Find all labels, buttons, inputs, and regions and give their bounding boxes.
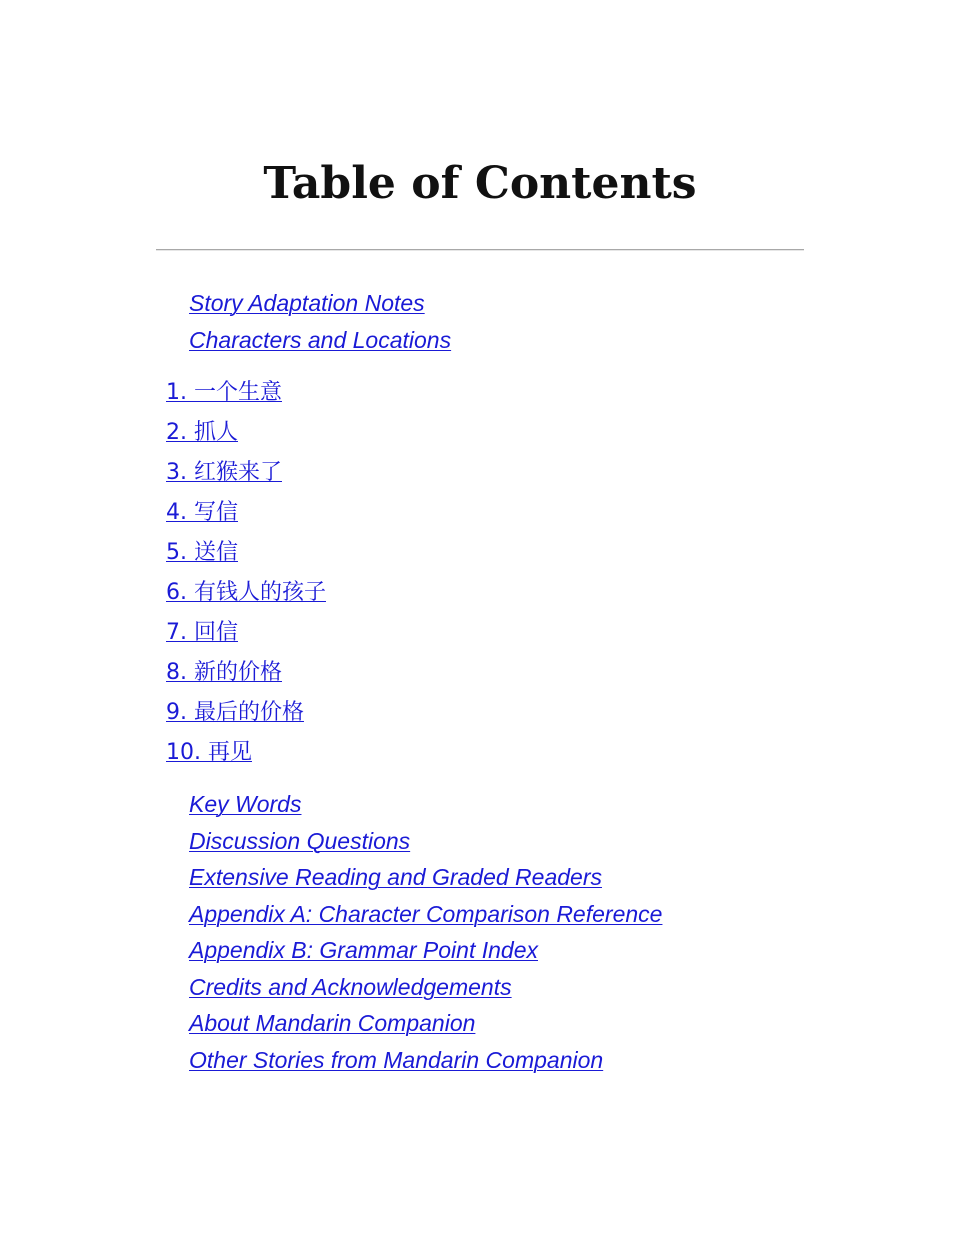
toc-item — [189, 1044, 662, 1081]
toc-link-other-stories[interactable]: Other Stories from Mandarin Companion — [189, 1046, 604, 1073]
toc-item — [189, 324, 451, 361]
toc-link-chapter-6[interactable]: 6. 有钱人的孩子 — [166, 580, 326, 605]
toc-link-chapter-7[interactable]: 7. 回信 — [166, 620, 238, 645]
toc-link-chapter-9[interactable]: 9. 最后的价格 — [166, 700, 304, 725]
toc-link-extensive-reading[interactable]: Extensive Reading and Graded Readers — [189, 864, 602, 890]
toc-link-appendix-a[interactable]: Appendix A: Character Comparison Reference — [189, 900, 663, 927]
toc-link-appendix-b[interactable]: Appendix B: Grammar Point Index — [189, 937, 538, 963]
title-divider — [156, 249, 804, 251]
toc-item — [166, 576, 326, 616]
toc-link-chapter-1[interactable]: 1. 一个生意 — [166, 380, 282, 405]
toc-item — [166, 536, 326, 576]
toc-link-chapter-5[interactable]: 5. 送信 — [166, 540, 238, 565]
toc-item — [166, 736, 326, 776]
back-matter-list — [189, 788, 662, 1080]
chapter-list — [166, 376, 326, 776]
toc-item — [189, 287, 451, 324]
toc-item — [189, 788, 662, 825]
toc-link-characters-and-locations[interactable]: Characters and Locations — [189, 326, 452, 353]
toc-item — [166, 616, 326, 656]
front-matter-list — [189, 287, 451, 360]
toc-link-discussion-questions[interactable]: Discussion Questions — [189, 827, 411, 854]
toc-link-key-words[interactable]: Key Words — [189, 791, 302, 817]
toc-link-chapter-8[interactable]: 8. 新的价格 — [166, 660, 282, 685]
toc-item — [166, 656, 326, 696]
toc-link-credits[interactable]: Credits and Acknowledgements — [189, 973, 512, 1000]
toc-link-chapter-4[interactable]: 4. 写信 — [166, 500, 238, 525]
toc-item — [166, 496, 326, 536]
toc-item — [189, 971, 662, 1008]
toc-item — [189, 898, 662, 935]
toc-item — [166, 416, 326, 456]
toc-link-chapter-2[interactable]: 2. 抓人 — [166, 420, 238, 445]
toc-link-chapter-3[interactable]: 3. 红猴来了 — [166, 460, 282, 485]
toc-item — [166, 456, 326, 496]
toc-item — [166, 376, 326, 416]
toc-item — [189, 861, 662, 898]
toc-item — [189, 825, 662, 862]
toc-link-about-mandarin-companion[interactable]: About Mandarin Companion — [189, 1010, 476, 1036]
toc-item — [166, 696, 326, 736]
toc-link-chapter-10[interactable]: 10. 再见 — [166, 740, 252, 765]
toc-link-story-adaptation-notes[interactable]: Story Adaptation Notes — [189, 290, 425, 316]
page-title: Table of Contents — [263, 158, 697, 209]
toc-item — [189, 934, 662, 971]
toc-item — [189, 1007, 662, 1044]
